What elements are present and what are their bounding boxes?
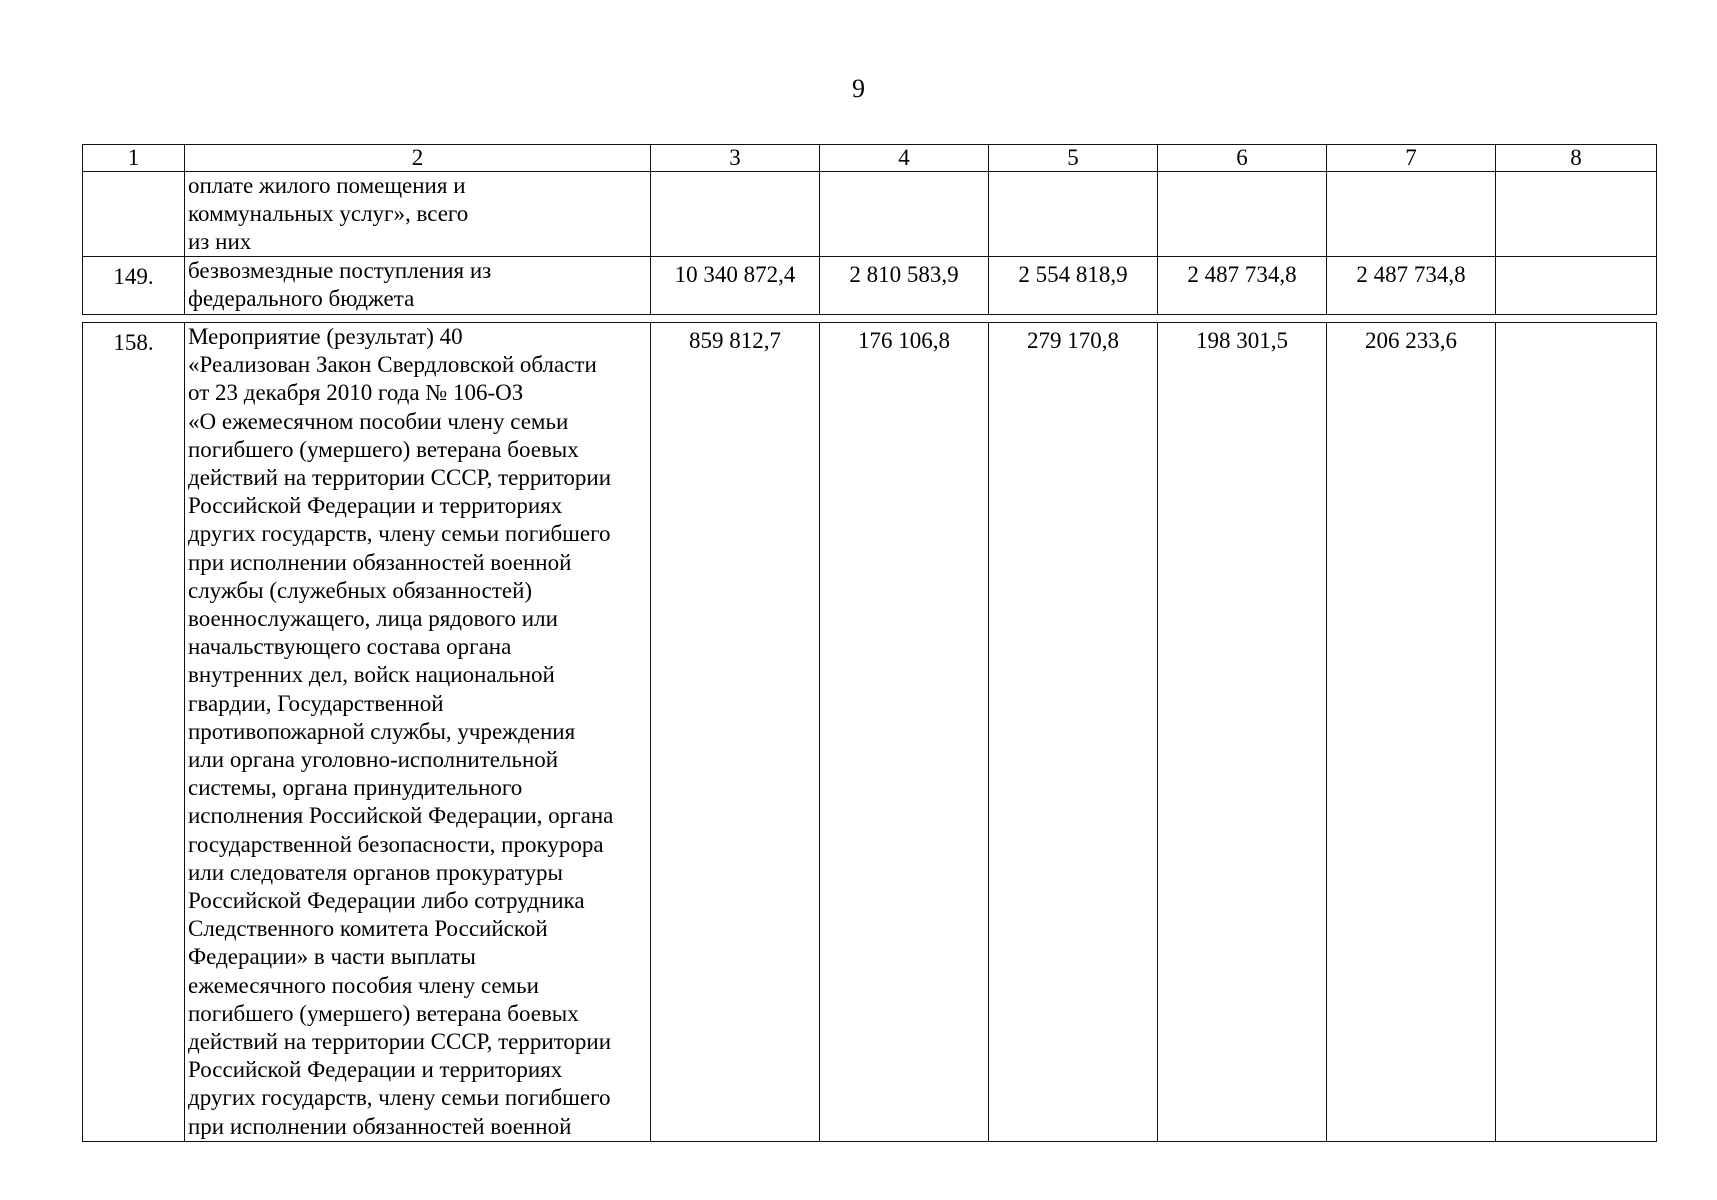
page-number: 9	[852, 74, 865, 103]
table-row	[83, 257, 1657, 315]
value-cell: 176 106,8	[820, 323, 989, 1142]
value-cell: 859 812,7	[651, 323, 820, 1142]
budget-table-bottom	[82, 322, 1657, 1142]
column-header-row	[83, 145, 1657, 172]
budget-table-top	[82, 144, 1657, 315]
row-number-cell: 158.	[83, 323, 185, 1142]
value-cell: 2 487 734,8	[1327, 257, 1496, 315]
column-header: 8	[1496, 145, 1657, 172]
value-cell: 2 487 734,8	[1158, 257, 1327, 315]
column-header: 1	[83, 145, 185, 172]
value-cell	[1496, 257, 1657, 315]
column-header: 2	[185, 145, 651, 172]
value-cell: 2 810 583,9	[820, 257, 989, 315]
row-description-cell: безвозмездные поступления из федерального бюджета	[185, 257, 651, 315]
column-header: 6	[1158, 145, 1327, 172]
value-cell	[1496, 172, 1657, 257]
row-number-cell: 149.	[83, 257, 185, 315]
value-cell: 206 233,6	[1327, 323, 1496, 1142]
value-cell: 279 170,8	[989, 323, 1158, 1142]
value-cell: 2 554 818,9	[989, 257, 1158, 315]
table-row-continuation	[83, 172, 1657, 257]
value-cell: 10 340 872,4	[651, 257, 820, 315]
value-cell	[651, 172, 820, 257]
table-row	[83, 323, 1657, 1142]
value-cell	[1327, 172, 1496, 257]
column-header: 3	[651, 145, 820, 172]
row-description-cell: оплате жилого помещения и коммунальных услуг», всего из них	[185, 172, 651, 257]
column-header: 4	[820, 145, 989, 172]
value-cell: 198 301,5	[1158, 323, 1327, 1142]
value-cell	[989, 172, 1158, 257]
value-cell	[820, 172, 989, 257]
value-cell	[1158, 172, 1327, 257]
row-description-cell: Мероприятие (результат) 40 «Реализован Закон Свердловской области от 23 декабря 2010 года № 106-ОЗ «О ежемесячном пособии члену семьи погибшего (умершего) ветерана боевых действий на территории СССР, территории Российской Федерации и территориях других государств, члену семьи погибшего при исполнении обязанностей военной службы (служебных обязанностей) военнослужащего, лица рядового или начальствующего состава органа внутренних дел, войск национальной гвардии, Государственной противопожарной службы, учреждения или органа уголовно-исполнительной системы, органа принудительного исполнения Российской Федерации, органа государственной безопасности, прокурора или следователя органов прокуратуры Российской Федерации либо сотрудника Следственного комитета Российской Федерации» в части выплаты ежемесячного пособия члену семьи погибшего (умершего) ветерана боевых действий на территории СССР, территории Российской Федерации и территориях других государств, члену семьи погибшего при исполнении обязанностей военной	[185, 323, 651, 1142]
row-number-cell	[83, 172, 185, 257]
column-header: 7	[1327, 145, 1496, 172]
value-cell	[1496, 323, 1657, 1142]
column-header: 5	[989, 145, 1158, 172]
